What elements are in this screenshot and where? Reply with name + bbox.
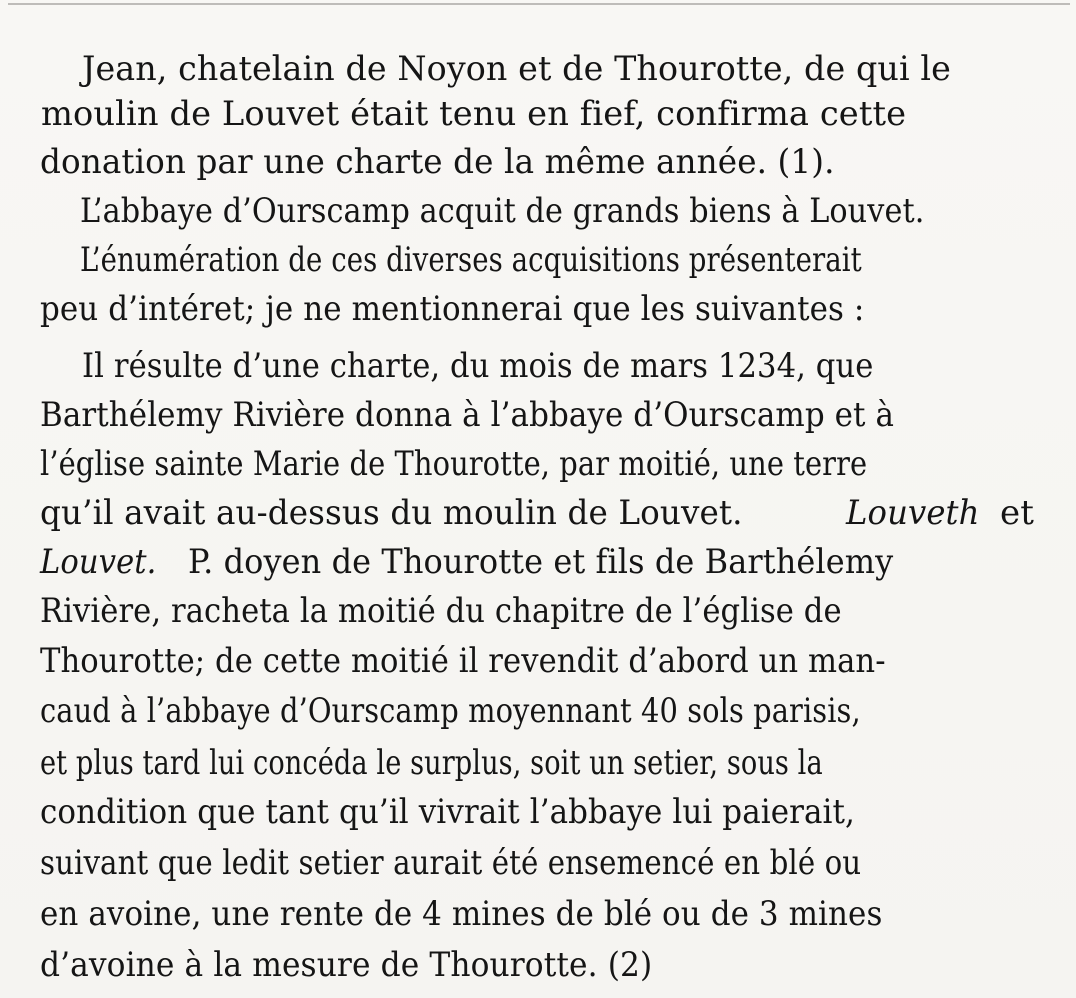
text-line-03: [0, 136, 1076, 188]
line-11-text: P. doyen de Thourotte et fils de Barthélemy: [188, 542, 894, 582]
line-10-text-main: qu’il avait au-dessus du moulin de Louvet.: [40, 493, 743, 533]
text-line-11: [0, 536, 1076, 588]
text-line-18: [0, 888, 1076, 940]
text-line-16: [0, 786, 1076, 838]
line-13-text: Thourotte; de cette moitié il revendit d’abord un man-: [40, 641, 886, 681]
text-line-05: [0, 234, 1076, 286]
line-18-text: en avoine, une rente de 4 mines de blé ou de 3 mines: [40, 894, 883, 934]
text-line-13: [0, 635, 1076, 687]
line-6-text: peu d’intéret; je ne mentionnerai que les suivantes :: [40, 289, 865, 329]
line-15-text: et plus tard lui concéda le surplus, soit un setier, sous la: [40, 743, 823, 783]
line-14-text: caud à l’abbaye d’Ourscamp moyennant 40 sols parisis,: [40, 691, 861, 731]
line-9-text: l’église sainte Marie de Thourotte, par moitié, une terre: [40, 444, 868, 484]
line-5-text: L’énumération de ces diverses acquisitions présenterait: [80, 240, 862, 280]
line-2-text: moulin de Louvet était tenu en fief, confirma cette: [41, 94, 907, 134]
text-line-14: [0, 685, 1076, 737]
text-line-06: [0, 283, 1076, 335]
line-11-italic-word: Louvet.: [40, 542, 157, 582]
line-7-text: Il résulte d’une charte, du mois de mars 1234, que: [82, 346, 874, 386]
line-17-text: suivant que ledit setier aurait été ensemencé en blé ou: [40, 843, 862, 883]
text-line-02: [0, 88, 1076, 140]
line-12-text: Rivière, racheta la moitié du chapitre de l’église de: [40, 591, 842, 631]
text-line-12: [0, 585, 1076, 637]
page-top-edge-rule: [8, 3, 1070, 5]
text-line-07: [0, 340, 1076, 392]
text-line-04: [0, 185, 1076, 237]
line-3-text: donation par une charte de la même année. (1).: [40, 142, 835, 182]
text-line-10: [0, 487, 1076, 539]
text-line-09: [0, 438, 1076, 490]
line-1-text: Jean, chatelain de Noyon et de Thourotte, de qui le: [82, 49, 951, 89]
line-8-text: Barthélemy Rivière donna à l’abbaye d’Ourscamp et à: [40, 395, 895, 435]
text-line-17: [0, 837, 1076, 889]
line-16-text: condition que tant qu’il vivrait l’abbaye lui paierait,: [40, 792, 855, 832]
line-4-text: L’abbaye d’Ourscamp acquit de grands biens à Louvet.: [80, 191, 925, 231]
line-19-text: d’avoine à la mesure de Thourotte. (2): [40, 945, 653, 985]
text-line-19: [0, 939, 1076, 991]
text-line-08: [0, 389, 1076, 441]
line-10-conjunction: et: [1000, 493, 1034, 533]
line-10-italic-word: Louveth: [846, 493, 980, 533]
text-line-15: [0, 737, 1076, 789]
